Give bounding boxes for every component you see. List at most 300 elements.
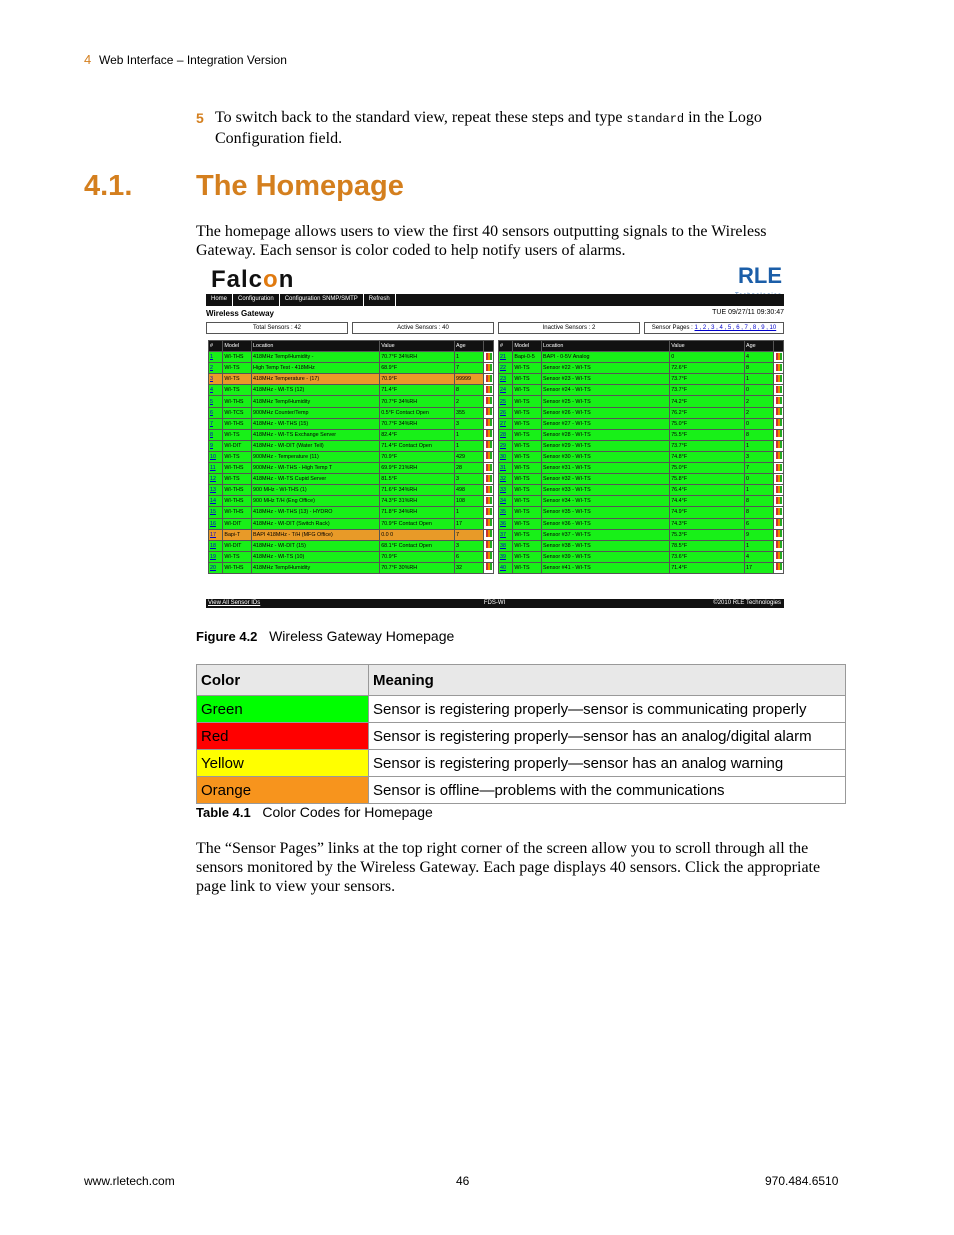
sensor-value: 70.7°F 34%RH xyxy=(380,352,455,363)
sensor-model: WI-THS xyxy=(223,562,252,573)
bar-chart-icon xyxy=(486,541,492,548)
sensor-age: 108 xyxy=(455,496,484,507)
bar-chart-icon xyxy=(486,508,492,515)
footer-phone: 970.484.6510 xyxy=(765,1174,839,1188)
graph-icon[interactable] xyxy=(773,562,783,573)
sensor-model: WI-TS xyxy=(513,474,542,485)
sensor-id-link[interactable]: 3 xyxy=(209,374,223,385)
grid-header-cell xyxy=(773,341,783,352)
sensor-row xyxy=(499,496,784,507)
color-cell-yellow: Yellow xyxy=(197,750,369,777)
sensor-value: 82.4°F xyxy=(380,429,455,440)
sensor-value: 70.9°F xyxy=(380,551,455,562)
bar-chart-icon xyxy=(776,530,782,537)
sensor-age: 355 xyxy=(455,407,484,418)
bar-chart-icon xyxy=(776,464,782,471)
sensor-location: Sensor #25 - WI-TS xyxy=(542,396,670,407)
sensor-value: 73.7°F xyxy=(670,440,745,451)
sensor-id-link[interactable]: 1 xyxy=(209,352,223,363)
table-row xyxy=(197,750,846,777)
sensor-age: 1 xyxy=(745,540,774,551)
sensor-value: 81.5°F xyxy=(380,474,455,485)
nav-configuration[interactable]: Configuration xyxy=(233,294,280,306)
bar-chart-icon xyxy=(486,552,492,559)
sensor-age: 0 xyxy=(745,474,774,485)
graph-icon[interactable] xyxy=(773,363,783,374)
sensor-id-link[interactable]: 29 xyxy=(499,440,513,451)
section-title: The Homepage xyxy=(196,170,404,202)
sensor-id-link[interactable]: 28 xyxy=(499,429,513,440)
sensor-row xyxy=(209,474,494,485)
sensor-location: 418MHz - WI-THS (15) xyxy=(252,418,380,429)
sensor-id-link[interactable]: 10 xyxy=(209,451,223,462)
total-sensors: Total Sensors : 42 xyxy=(206,322,348,334)
sensor-age: 2 xyxy=(745,396,774,407)
sensor-row xyxy=(499,418,784,429)
sensor-value: 71.4°F xyxy=(380,385,455,396)
sensor-age: 1 xyxy=(455,352,484,363)
sensor-location: Sensor #33 - WI-TS xyxy=(542,485,670,496)
view-all-sensor-ids-link[interactable]: View All Sensor IDs xyxy=(208,600,261,606)
graph-icon[interactable] xyxy=(773,485,783,496)
bar-chart-icon xyxy=(776,541,782,548)
sensor-model: WI-TS xyxy=(223,385,252,396)
sensor-id-link[interactable]: 6 xyxy=(209,407,223,418)
footer-website: www.rletech.com xyxy=(84,1174,175,1188)
bar-chart-icon xyxy=(486,486,492,493)
sensor-id-link[interactable]: 23 xyxy=(499,374,513,385)
sensor-value: 75.5°F xyxy=(670,429,745,440)
sensor-age: 9 xyxy=(745,529,774,540)
sensor-pages-paragraph: The “Sensor Pages” links at the top right corner of the screen allow you to scroll through all the sensors monitored by the Wireless Gateway. Each page displays 40 sensors. Click the appropriate page link to view your sensors. xyxy=(196,840,821,895)
sensor-row xyxy=(209,363,494,374)
sensor-model: WI-THS xyxy=(223,418,252,429)
sensor-value: 76.2°F xyxy=(670,407,745,418)
graph-icon[interactable] xyxy=(483,396,493,407)
sensor-id-link[interactable]: 24 xyxy=(499,385,513,396)
table-caption-text: Color Codes for Homepage xyxy=(262,804,433,820)
sensor-model: WI-TS xyxy=(223,429,252,440)
sensor-id-link[interactable]: 20 xyxy=(209,562,223,573)
bar-chart-icon xyxy=(486,364,492,371)
sensor-value: 74.3°F xyxy=(670,518,745,529)
sensor-value: 74.3°F 31%RH xyxy=(380,496,455,507)
table-label: Table 4.1 xyxy=(196,805,251,820)
sensor-age: 17 xyxy=(455,518,484,529)
rle-logo-text: RLE xyxy=(738,263,782,288)
sensor-id-link[interactable]: 16 xyxy=(209,518,223,529)
sensor-page-links[interactable]: 1 , 2 , 3 , 4 , 5 , 6 , 7 , 8 , 9 , 10 xyxy=(694,325,777,331)
sensor-model: WI-TS xyxy=(513,551,542,562)
sensor-model: WI-TS xyxy=(513,451,542,462)
graph-icon[interactable] xyxy=(483,485,493,496)
graph-icon[interactable] xyxy=(773,352,783,363)
sensor-row xyxy=(499,463,784,474)
bar-chart-icon xyxy=(486,430,492,437)
graph-icon[interactable] xyxy=(773,540,783,551)
sensor-model: WI-THS xyxy=(223,507,252,518)
sensor-model: WI-TS xyxy=(513,407,542,418)
bar-chart-icon xyxy=(486,530,492,537)
sensor-location: 418MHz - WI-DIT (Switch Rack) xyxy=(252,518,380,529)
sensor-location: Sensor #39 - WI-TS xyxy=(542,551,670,562)
sensor-value: 70.9°F xyxy=(380,374,455,385)
sensor-model: WI-TS xyxy=(513,562,542,573)
sensor-value: 0.5°F Contact Open xyxy=(380,407,455,418)
sensor-location: 900 MHz T/H (Eng Office) xyxy=(252,496,380,507)
sensor-id-link[interactable]: 31 xyxy=(499,463,513,474)
sensor-location: Sensor #41 - WI-TS xyxy=(542,562,670,573)
sensor-model: WI-TS xyxy=(513,529,542,540)
sensor-location: Sensor #31 - WI-TS xyxy=(542,463,670,474)
sensor-row xyxy=(209,352,494,363)
sensor-location: Sensor #28 - WI-TS xyxy=(542,429,670,440)
sensor-row xyxy=(209,507,494,518)
sensor-id-link[interactable]: 21 xyxy=(499,352,513,363)
sensor-id-link[interactable]: 13 xyxy=(209,485,223,496)
sensor-model: WI-THS xyxy=(223,463,252,474)
sensor-id-link[interactable]: 35 xyxy=(499,507,513,518)
sensor-model: WI-TS xyxy=(513,496,542,507)
sensor-age: 8 xyxy=(745,363,774,374)
sensor-row xyxy=(499,518,784,529)
screenshot-footer xyxy=(206,599,784,608)
bar-chart-icon xyxy=(776,486,782,493)
sensor-id-link[interactable]: 38 xyxy=(499,540,513,551)
sensor-row xyxy=(209,429,494,440)
running-header: Web Interface – Integration Version xyxy=(99,53,287,67)
bar-chart-icon xyxy=(776,375,782,382)
bar-chart-icon xyxy=(776,364,782,371)
graph-icon[interactable] xyxy=(773,385,783,396)
sensor-value: 68.9°F xyxy=(380,363,455,374)
sensor-grid-right xyxy=(498,340,784,574)
sensor-age: 7 xyxy=(455,363,484,374)
graph-icon[interactable] xyxy=(773,507,783,518)
sensor-value: 70.7°F 34%RH xyxy=(380,396,455,407)
nav-configuration-snmp[interactable]: Configuration SNMP/SMTP xyxy=(280,294,364,306)
sensor-age: 7 xyxy=(455,529,484,540)
sensor-value: 74.9°F xyxy=(670,507,745,518)
sensor-value: 73.6°F xyxy=(670,551,745,562)
sensor-age: 1 xyxy=(455,440,484,451)
step-number: 5 xyxy=(196,110,204,126)
table-row xyxy=(197,723,846,750)
bar-chart-icon xyxy=(486,375,492,382)
sensor-model: WI-TS xyxy=(513,363,542,374)
grid-header-cell: Model xyxy=(223,341,252,352)
bar-chart-icon xyxy=(776,419,782,426)
bar-chart-icon xyxy=(486,497,492,504)
graph-icon[interactable] xyxy=(773,429,783,440)
bar-chart-icon xyxy=(776,497,782,504)
graph-icon[interactable] xyxy=(483,374,493,385)
graph-icon[interactable] xyxy=(483,551,493,562)
sensor-id-link[interactable]: 36 xyxy=(499,518,513,529)
graph-icon[interactable] xyxy=(773,518,783,529)
color-cell-red: Red xyxy=(197,723,369,750)
grid-header-cell: Value xyxy=(670,341,745,352)
sensor-row xyxy=(499,429,784,440)
sensor-location: 418MHz - WI-TS Cupid Server xyxy=(252,474,380,485)
table-header-row xyxy=(197,665,846,696)
sensor-model: WI-TS xyxy=(513,440,542,451)
graph-icon[interactable] xyxy=(483,562,493,573)
sensor-id-link[interactable]: 40 xyxy=(499,562,513,573)
sensor-location: Sensor #30 - WI-TS xyxy=(542,451,670,462)
graph-icon[interactable] xyxy=(773,551,783,562)
sensor-value: 73.7°F xyxy=(670,374,745,385)
chapter-number: 4 xyxy=(84,52,92,67)
sensor-age: 1 xyxy=(745,374,774,385)
sensor-model: WI-TS xyxy=(223,363,252,374)
bar-chart-icon xyxy=(486,464,492,471)
sensor-age: 6 xyxy=(455,551,484,562)
sensor-age: 6 xyxy=(745,518,774,529)
sensor-age: 32 xyxy=(455,562,484,573)
sensor-row xyxy=(499,474,784,485)
graph-icon[interactable] xyxy=(483,529,493,540)
graph-icon[interactable] xyxy=(773,529,783,540)
graph-icon[interactable] xyxy=(773,451,783,462)
grid-header-cell: # xyxy=(499,341,513,352)
graph-icon[interactable] xyxy=(483,418,493,429)
grid-header-cell xyxy=(483,341,493,352)
bar-chart-icon xyxy=(776,397,782,404)
sensor-row xyxy=(209,529,494,540)
grid-header-cell: Age xyxy=(745,341,774,352)
step-5 xyxy=(196,108,836,148)
sensor-model: WI-TS xyxy=(223,474,252,485)
sensor-row xyxy=(209,374,494,385)
grid-header-cell: Location xyxy=(542,341,670,352)
meaning-cell: Sensor is offline—problems with the communications xyxy=(369,777,846,804)
sensor-id-link[interactable]: 15 xyxy=(209,507,223,518)
sensor-id-link[interactable]: 18 xyxy=(209,540,223,551)
sensor-age: 4 xyxy=(745,352,774,363)
sensor-id-link[interactable]: 5 xyxy=(209,396,223,407)
sensor-id-link[interactable]: 17 xyxy=(209,529,223,540)
nav-home[interactable]: Home xyxy=(206,294,233,306)
sensor-model: WI-THS xyxy=(223,485,252,496)
sensor-age: 2 xyxy=(455,396,484,407)
sensor-id-link[interactable]: 8 xyxy=(209,429,223,440)
sensor-value: 78.5°F xyxy=(670,540,745,551)
sensor-row xyxy=(499,451,784,462)
grid-header-row xyxy=(209,341,494,352)
sensor-value: 74.4°F xyxy=(670,496,745,507)
figure-caption xyxy=(196,628,454,644)
graph-icon[interactable] xyxy=(483,518,493,529)
sensor-row xyxy=(209,418,494,429)
falcon-logo: Falcon xyxy=(211,266,295,293)
bar-chart-icon xyxy=(486,519,492,526)
bar-chart-icon xyxy=(486,419,492,426)
sensor-model: WI-TS xyxy=(223,374,252,385)
sensor-age: 3 xyxy=(455,474,484,485)
sensor-age: 8 xyxy=(745,507,774,518)
sensor-row xyxy=(499,396,784,407)
nav-refresh[interactable]: Refresh xyxy=(364,294,396,306)
sensor-model: WI-DIT xyxy=(223,518,252,529)
sensor-age: 0 xyxy=(745,385,774,396)
bar-chart-icon xyxy=(776,353,782,360)
sensor-age: 28 xyxy=(455,463,484,474)
sensor-row xyxy=(499,485,784,496)
sensor-model: WI-TS xyxy=(513,385,542,396)
sensor-model: WI-THS xyxy=(223,352,252,363)
sensor-model: WI-TS xyxy=(513,429,542,440)
sensor-location: 418MHz - WI-TS Exchange Server xyxy=(252,429,380,440)
sensor-model: WI-TS xyxy=(513,463,542,474)
sensor-id-link[interactable]: 39 xyxy=(499,551,513,562)
sensor-age: 8 xyxy=(745,429,774,440)
sensor-model: WI-DIT xyxy=(223,540,252,551)
bar-chart-icon xyxy=(776,441,782,448)
graph-icon[interactable] xyxy=(773,474,783,485)
sensor-value: 74.2°F xyxy=(670,396,745,407)
sensor-location: Sensor #27 - WI-TS xyxy=(542,418,670,429)
sensor-id-link[interactable]: 12 xyxy=(209,474,223,485)
sensor-row xyxy=(209,551,494,562)
graph-icon[interactable] xyxy=(773,396,783,407)
sensor-row xyxy=(209,562,494,573)
sensor-value: 71.6°F 34%RH xyxy=(380,485,455,496)
sensor-id-link[interactable]: 32 xyxy=(499,474,513,485)
graph-icon[interactable] xyxy=(773,374,783,385)
sensor-model: WI-THS xyxy=(223,396,252,407)
bar-chart-icon xyxy=(486,386,492,393)
graph-icon[interactable] xyxy=(483,407,493,418)
sensor-model: WI-TCS xyxy=(223,407,252,418)
sensor-model: WI-TS xyxy=(513,374,542,385)
sensor-id-link[interactable]: 26 xyxy=(499,407,513,418)
meaning-cell: Sensor is registering properly—sensor is communicating properly xyxy=(369,696,846,723)
sensor-id-link[interactable]: 14 xyxy=(209,496,223,507)
sensor-model: Bapi-0-5 xyxy=(513,352,542,363)
gateway-title: Wireless Gateway xyxy=(206,309,274,318)
bar-chart-icon xyxy=(776,475,782,482)
sensor-value: 70.9°F Contact Open xyxy=(380,518,455,529)
bar-chart-icon xyxy=(776,386,782,393)
graph-icon[interactable] xyxy=(483,540,493,551)
graph-icon[interactable] xyxy=(773,463,783,474)
sensor-age: 8 xyxy=(745,496,774,507)
sensor-age: 1 xyxy=(745,440,774,451)
sensor-location: Sensor #29 - WI-TS xyxy=(542,440,670,451)
sensor-row xyxy=(209,518,494,529)
graph-icon[interactable] xyxy=(483,451,493,462)
sensor-row xyxy=(209,396,494,407)
bar-chart-icon xyxy=(486,563,492,570)
sensor-location: 900 MHz - WI-THS (1) xyxy=(252,485,380,496)
page-number: 46 xyxy=(456,1174,470,1188)
sensor-row xyxy=(209,540,494,551)
sensor-id-link[interactable]: 33 xyxy=(499,485,513,496)
graph-icon[interactable] xyxy=(483,474,493,485)
sensor-age: 429 xyxy=(455,451,484,462)
graph-icon[interactable] xyxy=(483,507,493,518)
table-caption xyxy=(196,804,433,820)
sensor-model: WI-TS xyxy=(513,418,542,429)
grid-header-cell: Value xyxy=(380,341,455,352)
sensor-id-link[interactable]: 19 xyxy=(209,551,223,562)
sensor-row xyxy=(209,463,494,474)
graph-icon[interactable] xyxy=(773,496,783,507)
graph-icon[interactable] xyxy=(483,363,493,374)
color-cell-orange: Orange xyxy=(197,777,369,804)
sensor-row xyxy=(499,540,784,551)
sensor-age: 7 xyxy=(745,463,774,474)
sensor-value: 70.7°F 30%RH xyxy=(380,562,455,573)
bar-chart-icon xyxy=(486,452,492,459)
sensor-id-link[interactable]: 30 xyxy=(499,451,513,462)
graph-icon[interactable] xyxy=(773,418,783,429)
sensor-value: 75.0°F xyxy=(670,418,745,429)
sensor-row xyxy=(499,529,784,540)
sensor-location: 418MHz - WI-THS (13) - HYDRO xyxy=(252,507,380,518)
sensor-row xyxy=(499,507,784,518)
sensor-model: WI-TS xyxy=(513,540,542,551)
sensor-age: 8 xyxy=(455,385,484,396)
sensor-age: 0 xyxy=(745,418,774,429)
sensor-id-link[interactable]: 4 xyxy=(209,385,223,396)
grid-header-cell: Model xyxy=(513,341,542,352)
graph-icon[interactable] xyxy=(483,496,493,507)
graph-icon[interactable] xyxy=(773,407,783,418)
sensor-model: WI-TS xyxy=(513,396,542,407)
sensor-row xyxy=(499,407,784,418)
active-sensors: Active Sensors : 40 xyxy=(352,322,494,334)
sensor-age: 2 xyxy=(745,407,774,418)
sensor-pages xyxy=(644,322,784,334)
bar-chart-icon xyxy=(776,408,782,415)
sensor-location: 418MHz Temp/Humidity - xyxy=(252,352,380,363)
sensor-id-link[interactable]: 25 xyxy=(499,396,513,407)
graph-icon[interactable] xyxy=(483,352,493,363)
sensor-id-link[interactable]: 9 xyxy=(209,440,223,451)
sensor-location: 900MHz - Temperature (11) xyxy=(252,451,380,462)
sensor-value: 70.9°F xyxy=(380,451,455,462)
graph-icon[interactable] xyxy=(483,440,493,451)
sensor-id-link[interactable]: 27 xyxy=(499,418,513,429)
sensor-value: 74.8°F xyxy=(670,451,745,462)
sensor-id-link[interactable]: 34 xyxy=(499,496,513,507)
graph-icon[interactable] xyxy=(773,440,783,451)
sensor-model: WI-THS xyxy=(223,496,252,507)
sensor-location: BAPI 418MHz - T/H (MFG Office) xyxy=(252,529,380,540)
graph-icon[interactable] xyxy=(483,463,493,474)
graph-icon[interactable] xyxy=(483,385,493,396)
meaning-cell: Sensor is registering properly—sensor has an analog warning xyxy=(369,750,846,777)
sensor-row xyxy=(499,385,784,396)
sensor-row xyxy=(499,352,784,363)
step-text-before: To switch back to the standard view, repeat these steps and type xyxy=(215,109,627,126)
sensor-location: Sensor #37 - WI-TS xyxy=(542,529,670,540)
sensor-id-link[interactable]: 2 xyxy=(209,363,223,374)
sensor-row xyxy=(499,551,784,562)
sensor-location: Sensor #22 - WI-TS xyxy=(542,363,670,374)
sensor-id-link[interactable]: 7 xyxy=(209,418,223,429)
sensor-model: Bapi-T xyxy=(223,529,252,540)
sensor-model: WI-TS xyxy=(513,507,542,518)
figure-text: Wireless Gateway Homepage xyxy=(269,628,455,644)
sensor-id-link[interactable]: 37 xyxy=(499,529,513,540)
sensor-location: Sensor #23 - WI-TS xyxy=(542,374,670,385)
sensor-id-link[interactable]: 22 xyxy=(499,363,513,374)
sensor-id-link[interactable]: 11 xyxy=(209,463,223,474)
graph-icon[interactable] xyxy=(483,429,493,440)
